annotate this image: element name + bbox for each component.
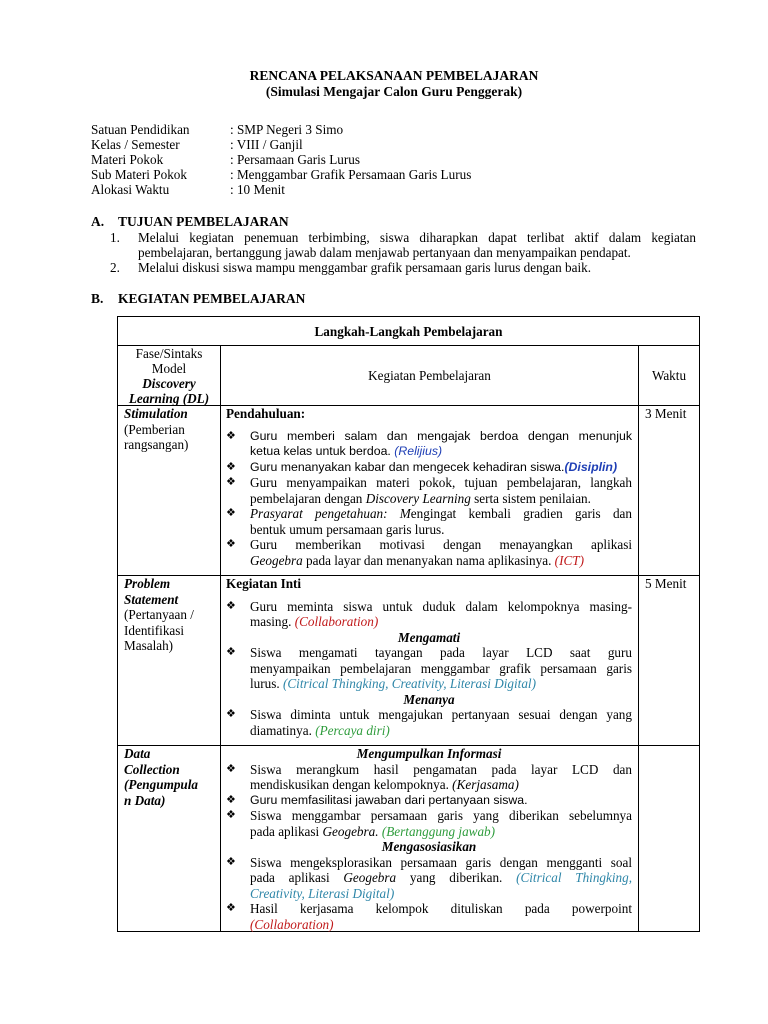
section-a-heading [91,214,289,230]
activity-line: menyampaikan pembelajaran menggambar grafik persamaan garis [250,660,632,676]
activity-text [250,645,632,692]
table-rule [638,345,639,931]
document-subtitle: (Simulasi Mengajar Calon Guru Penggerak) [265,84,523,99]
activity-line: pembelajaran dengan [250,490,363,506]
activity-line: Guru menanyakan kabar dan mengecek kehadiran siswa. [250,459,565,474]
diamond-bullet-icon: ❖ [226,460,236,473]
diamond-bullet-icon: ❖ [226,762,236,775]
section-b-heading [91,291,305,307]
activity-text [250,762,632,793]
activity-text [250,475,632,506]
activity-item [226,537,632,568]
activity-text [250,855,632,902]
time-stimulation: 3 Menit [645,406,687,421]
subheading-menanya: Menanya [403,691,455,707]
character-tag: (Kerjasama) [452,777,519,792]
activity-line: pada aplikasi [250,823,320,839]
diamond-bullet-icon: ❖ [226,507,236,519]
activity-item [226,599,632,630]
activity-item [226,901,632,932]
header-line: Discovery [142,376,196,391]
identity-value: : 10 Menit [230,182,285,197]
phase-desc: (Pemberian [124,421,185,437]
character-tag: (Collaboration) [294,614,379,629]
activity-line: Siswa diminta untuk mengajukan pertanyaan sesuai dengan yang [250,707,632,722]
diamond-bullet-icon: ❖ [226,429,236,442]
activity-line: Siswa menggambar persamaan garis yang diberikan sebelumnya [250,808,632,823]
identity-label: Alokasi Waktu [91,182,170,197]
phase-name: (Pengumpula [124,777,199,792]
phase-desc: Masalah) [124,638,174,653]
phase-name: Data [124,746,151,761]
activity-line: Siswa merangkum hasil pengamatan pada layar LCD dan [250,761,632,777]
diamond-bullet-icon: ❖ [226,809,236,821]
phase-desc: Identifikasi [124,622,185,638]
character-tag: (Collaboration) [250,916,334,932]
subheading-mengamati: Mengamati [397,629,461,645]
activity-line: diamatinya. [250,722,312,738]
character-tag: (Citrical Thingking, [516,870,633,885]
activity-text [250,707,632,738]
subheading-mengumpulkan-informasi: Mengumpulkan Informasi [356,746,502,761]
activity-text [250,460,632,476]
goal-line: pembelajaran, bertanggung jawab dalam menjawab pertanyaan dan menyampaikan pendapat. [138,245,631,260]
activity-line: Guru memfasilitasi jawaban dari pertanyaan siswa. [250,792,528,807]
diamond-bullet-icon: ❖ [226,599,236,612]
character-tag: (ICT) [554,552,584,568]
section-letter: B. [91,291,104,306]
table-rule [220,345,221,931]
phase-desc: (Pertanyaan / [124,607,194,622]
activity-item [226,808,632,839]
phase-name: Stimulation [124,406,188,421]
identity-value: : Menggambar Grafik Persamaan Garis Lurus [230,167,472,182]
activity-line: mendiskusikan dengan kelompoknya. [250,777,449,792]
identity-label: Materi Pokok [91,152,164,167]
diamond-bullet-icon: ❖ [226,793,236,806]
activity-item [226,855,632,902]
activity-item [226,762,632,793]
phase-name: Problem [124,576,171,591]
activity-text [250,599,632,630]
time-problem-statement: 5 Menit [645,576,687,591]
activity-line: Guru menyampaikan materi pokok, tujuan pembelajaran, langkah [250,475,632,490]
activity-text [250,901,632,932]
diamond-bullet-icon: ❖ [226,476,236,488]
activity-italic: Discovery Learning [365,490,471,506]
time-column-header: Waktu [651,368,687,383]
activity-item [226,707,632,738]
activity-column-header: Kegiatan Pembelajaran [368,368,491,383]
header-line: Fase/Sintaks [135,346,203,361]
activity-line: Guru meminta siswa untuk duduk dalam kelompoknya masing- [250,598,632,614]
identity-table [91,122,630,197]
activity-text [250,506,632,537]
goal-line: Melalui kegiatan penemuan terbimbing, siswa diharapkan dapat terlibat aktif dalam kegiatan [138,230,696,245]
activity-line: serta sistem penilaian. [474,490,591,506]
character-tag: (Relijius) [394,444,443,458]
activity-text [250,537,632,568]
diamond-bullet-icon: ❖ [226,538,236,550]
activity-item [226,506,632,537]
activity-line: Hasil kerjasama kelompok dituliskan pada powerpoint [250,901,632,916]
activity-line: lurus. [250,676,280,691]
identity-label: Kelas / Semester [91,137,180,152]
activity-heading: Pendahuluan: [226,406,306,421]
activity-line: ketua kelas untuk berdoa. [250,444,391,458]
identity-row [91,152,630,167]
table-caption: Langkah-Langkah Pembelajaran [314,324,503,339]
identity-label: Satuan Pendidikan [91,122,190,137]
diamond-bullet-icon: ❖ [226,855,236,868]
phase-desc: rangsangan) [124,437,189,452]
goal-list [110,230,696,275]
activity-text [250,429,632,460]
phase-problem-statement [124,576,218,654]
header-line: Model [151,361,187,376]
learning-steps-table [117,316,700,932]
diamond-bullet-icon: ❖ [226,646,236,658]
identity-value: : VIII / Ganjil [230,137,303,152]
goal-text [138,230,696,260]
activity-text [250,808,632,839]
activity-item [226,460,632,476]
goal-item [110,260,696,275]
identity-value: : Persamaan Garis Lurus [230,152,361,167]
character-tag: (Citrical Thingking, Creativity, Literasi Digital) [282,676,536,691]
identity-value: : SMP Negeri 3 Simo [230,122,344,137]
activity-line: Siswa mengamati tayangan pada layar LCD saat guru [250,645,632,660]
activity-heading: Kegiatan Inti [226,576,302,591]
goal-number: 2. [110,260,120,275]
activities-data-collection [226,746,632,932]
phase-data-collection [124,746,218,808]
identity-row [91,122,630,137]
phase-name: Statement [124,591,179,607]
identity-label: Sub Materi Pokok [91,167,187,182]
goal-item [110,230,696,260]
section-title: KEGIATAN PEMBELAJARAN [118,291,306,306]
activity-line: pada aplikasi [250,870,330,885]
goal-number: 1. [110,230,120,245]
activity-line: masing. [250,614,292,629]
activity-italic: Geogebra [250,552,303,568]
goal-line: Melalui diskusi siswa mampu menggambar grafik persamaan garis lurus dengan baik. [138,260,592,275]
activity-line: Guru memberi salam dan mengajak berdoa dengan menunjuk [250,428,632,443]
character-tag: (Bertanggung jawab) [381,823,496,839]
section-title: TUJUAN PEMBELAJARAN [118,214,289,229]
document-title: RENCANA PELAKSANAAN PEMBELAJARAN [249,68,539,83]
phase-column-header [118,346,220,406]
subheading-mengasosiasikan: Mengasosiasikan [381,839,477,854]
activities-stimulation [226,406,632,568]
activity-item [226,793,632,809]
character-tag: Creativity, Literasi Digital) [250,885,395,901]
phase-name: n Data) [124,792,166,808]
section-letter: A. [91,214,105,229]
identity-row [91,167,630,182]
activity-line: engingat kembali gradien garis dan [410,506,632,521]
activity-italic: Geogebra [343,870,397,885]
activity-item [226,475,632,506]
phase-stimulation [124,406,218,453]
activity-line: yang diberikan. [409,870,503,885]
character-tag: (Disiplin) [564,459,618,474]
activity-item [226,429,632,460]
activity-item [226,645,632,692]
phase-name: Collection [124,761,180,777]
activity-line: Guru memberikan motivasi dengan menayangkan aplikasi [250,537,632,552]
activity-line: bentuk umum persamaan garis lurus. [250,521,445,537]
activity-line: Siswa mengeksplorasikan persamaan garis dengan mengganti soal [250,854,632,870]
diamond-bullet-icon: ❖ [226,902,236,914]
diamond-bullet-icon: ❖ [226,708,236,720]
character-tag: (Percaya diri) [315,722,390,738]
identity-row [91,137,630,152]
header-line: Learning (DL) [128,391,210,406]
activity-line: pada layar dan menanyakan nama aplikasinya. [306,552,552,568]
identity-row [91,182,630,197]
activity-italic: Geogebra. [322,823,379,839]
activities-problem-statement [226,576,632,738]
activity-italic: Prasyarat pengetahuan: M [250,506,411,521]
